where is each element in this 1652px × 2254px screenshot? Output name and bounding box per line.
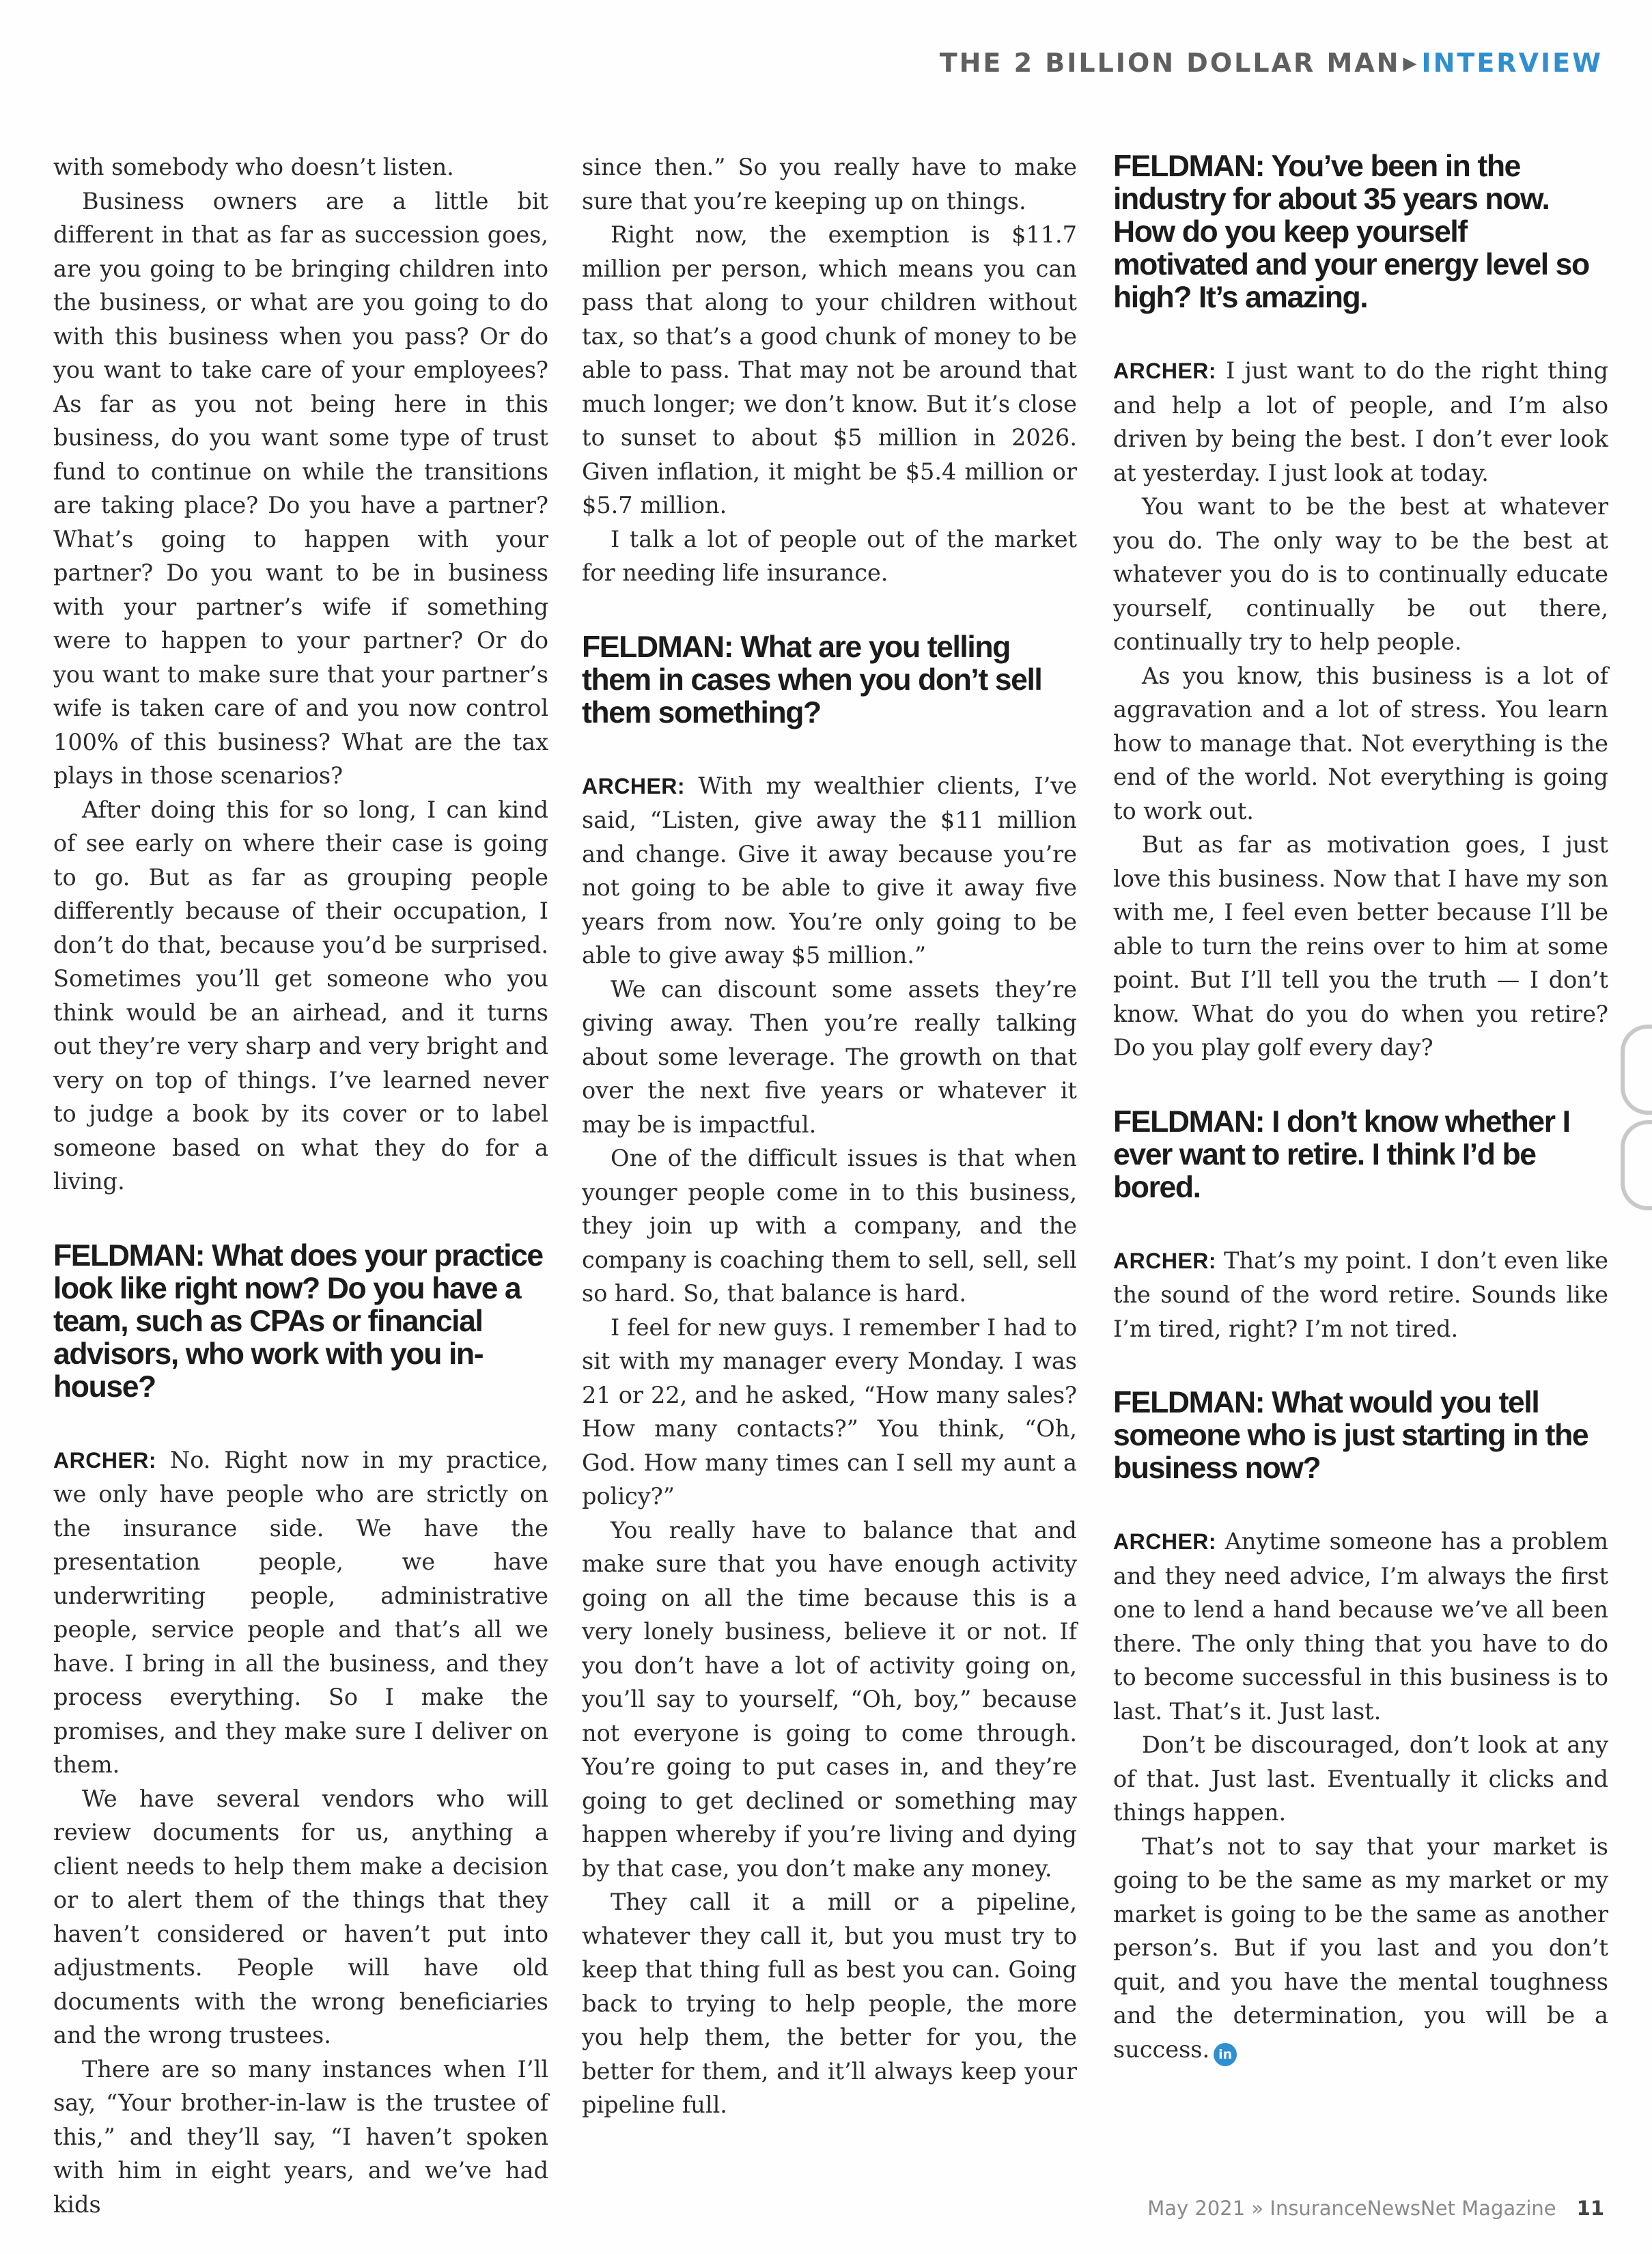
answer-text: Anytime someone has a problem and they need advice, I’m always the first one to lend a hand because we’ve all been there. The only thing that you have to do to become successful in this business is to last. That’s it. Just last. bbox=[1113, 1528, 1608, 1725]
column-1 bbox=[53, 150, 548, 2221]
speaker-feldman: FELDMAN: bbox=[1113, 150, 1265, 183]
paragraph: with somebody who doesn’t listen. bbox=[53, 154, 454, 180]
paragraph: They call it a mill or a pipeline, whatever they call it, but you must try to keep that thing full as best you can. Going back to trying to help people, the more you help them, the better for you, the better for them, and it’ll always keep your pipeline full. bbox=[582, 1889, 1077, 2118]
question bbox=[1113, 1106, 1608, 1204]
speaker-archer: ARCHER: bbox=[1113, 1248, 1217, 1273]
speaker-archer: ARCHER: bbox=[1113, 1529, 1217, 1554]
answer bbox=[1113, 1525, 1608, 1728]
header-title: THE 2 BILLION DOLLAR MAN bbox=[939, 48, 1401, 78]
answer-text: That’s my point. I don’t even like the sound of the word retire. Sounds like I’m tired, right? I’m not tired. bbox=[1113, 1247, 1609, 1342]
speaker-feldman: FELDMAN: bbox=[1113, 1386, 1265, 1419]
answer-text: With my wealthier clients, I’ve said, “Listen, give away the $11 million and change. Give it away because you’re not going to be able to give it away five years from now. You’re only going to be able to give away $5 million.” bbox=[582, 772, 1078, 969]
answer bbox=[1113, 1244, 1608, 1346]
column-3 bbox=[1113, 150, 1608, 2066]
page-footer bbox=[1147, 2197, 1604, 2220]
paragraph: I talk a lot of people out of the market for needing life insurance. bbox=[582, 525, 1077, 586]
question bbox=[1113, 150, 1608, 314]
speaker-archer: ARCHER: bbox=[53, 1447, 157, 1473]
paragraph: Don’t be discouraged, don’t look at any of that. Just last. Eventually it clicks and things happen. bbox=[1113, 1731, 1608, 1826]
paragraph: Right now, the exemption is $11.7 million per person, which means you can pass that along to your children without tax, so that’s a good chunk of money to be able to pass. That may not be around that much longer; we don’t know. But it’s close to sunset to about $5 million in 2026. Given inflation, it might be $5.4 million or $5.7 million. bbox=[582, 221, 1077, 518]
footer-issue: May 2021 » InsuranceNewsNet Magazine bbox=[1147, 2197, 1556, 2220]
paragraph: We have several vendors who will review documents for us, anything a client needs to help them make a decision or to alert them of the things that they haven’t considered or haven’t put into adjustments. People will have old documents with the wrong beneficiaries and the wrong trustees. bbox=[53, 1785, 548, 2048]
paragraph: since then.” So you really have to make sure that you’re keeping up on things. bbox=[582, 154, 1077, 214]
speaker-archer: ARCHER: bbox=[582, 773, 686, 798]
answer bbox=[582, 769, 1077, 973]
header-section: INTERVIEW bbox=[1421, 48, 1603, 78]
speaker-archer: ARCHER: bbox=[1113, 359, 1217, 383]
question bbox=[1113, 1387, 1608, 1485]
answer-text: I just want to do the right thing and help a lot of people, and I’m also driven by being the best. I don’t ever look at yesterday. I just look at today. bbox=[1113, 357, 1608, 486]
paragraph: You want to be the best at whatever you do. The only way to be the best at whatever you do is to continually educate yourself, continually be out there, continually try to help people. bbox=[1113, 493, 1608, 655]
speaker-feldman: FELDMAN: bbox=[1113, 1104, 1265, 1139]
binder-clip-icon bbox=[1621, 1120, 1652, 1210]
answer bbox=[53, 1443, 548, 1782]
paragraph-text: That’s not to say that your market is going to be the same as my market or my market is going to be the same as another person’s. But if you last and you don’t quit, and you have the mental toughness and the determination, you will be a success. bbox=[1113, 1833, 1608, 2063]
paragraph: Business owners are a little bit different in that as far as succession goes, are you going to be bringing children into the business, or what are you going to do with this business when you pass? Or do you want to take care of your employees? As far as you not being here in this business, do you want some type of trust fund to continue on while the transitions are taking place? Do you have a partner? What’s going to happen with your partner? Do you want to be in business with your partner’s wife if something were to happen to your partner? Or do you want to make sure that your partner’s wife is taken care of and you now control 100% of this business? What are the tax plays in those scenarios? bbox=[53, 187, 548, 789]
paragraph: One of the difficult issues is that when younger people come in to this business, they join up with a company, and the company is coaching them to sell, sell, sell so hard. So, that balance is hard. bbox=[582, 1145, 1077, 1307]
paragraph: But as far as motivation goes, I just love this business. Now that I have my son with me, I feel even better because I’ll be able to turn the reins over to him at some point. But I’ll tell you the truth — I don’t know. What do you do when you retire? Do you play golf every day? bbox=[1113, 831, 1608, 1061]
running-header bbox=[940, 48, 1603, 78]
question-text: What does your practice look like right now? Do you have a team, such as CPAs or financial advisors, who work with you in-house? bbox=[53, 1238, 543, 1404]
paragraph: As you know, this business is a lot of aggravation and a lot of stress. You learn how to manage that. Not everything is the end of the world. Not everything is going to work out. bbox=[1113, 662, 1608, 824]
question-text: You’ve been in the industry for about 35 years now. How do you keep yourself motivated and your energy level so high? It’s amazing. bbox=[1113, 150, 1589, 314]
question bbox=[53, 1240, 548, 1404]
paragraph: You really have to balance that and make sure that you have enough activity going on all the time because this is a very lonely business, believe it or not. If you don’t have a lot of activity going on, you’ll say to yourself, “Oh, boy,” because not everyone is going to come through. You’re going to put cases in, and they’re going to get declined or something may happen whereby if you’re living and dying by that case, you don’t make any money. bbox=[582, 1516, 1077, 1882]
answer bbox=[1113, 354, 1608, 490]
speaker-feldman: FELDMAN: bbox=[582, 630, 733, 664]
speaker-feldman: FELDMAN: bbox=[53, 1238, 205, 1272]
question-text: What are you telling them in cases when you don’t sell them something? bbox=[582, 630, 1042, 729]
paragraph bbox=[1113, 1830, 1608, 2067]
paragraph: After doing this for so long, I can kind of see early on where their case is going to go. But as far as grouping people differently because of their occupation, I don’t do that, because you’d be surprised. Sometimes you’ll get someone who you think would be an airhead, and it turns out they’re very sharp and very bright and very on top of things. I’ve learned never to judge a book by its cover or to label someone based on what they do for a living. bbox=[53, 796, 548, 1195]
answer-text: No. Right now in my practice, we only have people who are strictly on the insurance side. We have the presentation people, we have underwriting people, administrative people, service people and that’s all we have. I bring in all the business, and they process everything. So I make the promises, and they make sure I deliver on them. bbox=[53, 1446, 548, 1778]
question-text: What would you tell someone who is just starting in the business now? bbox=[1113, 1386, 1588, 1485]
question-text: I don’t know whether I ever want to retire. I think I’d be bored. bbox=[1113, 1104, 1570, 1204]
page-number: 11 bbox=[1576, 2197, 1604, 2220]
paragraph: We can discount some assets they’re giving away. Then you’re really talking about some leverage. The growth on that over the next five years or whatever it may be is impactful. bbox=[582, 975, 1077, 1138]
binder-clip-icon bbox=[1621, 1025, 1652, 1115]
header-arrow-icon: ▶ bbox=[1403, 53, 1419, 74]
question bbox=[582, 631, 1077, 729]
column-2 bbox=[582, 150, 1077, 2122]
paragraph: There are so many instances when I’ll say, “Your brother-in-law is the trustee of this,” and they’ll say, “I haven’t spoken with him in eight years, and we’ve had kids bbox=[53, 2055, 548, 2218]
end-mark-icon: in bbox=[1214, 2043, 1237, 2066]
paragraph: I feel for new guys. I remember I had to sit with my manager every Monday. I was 21 or 22, and he asked, “How many sales? How many contacts?” You think, “Oh, God. How many times can I sell my aunt a policy?” bbox=[582, 1313, 1077, 1509]
